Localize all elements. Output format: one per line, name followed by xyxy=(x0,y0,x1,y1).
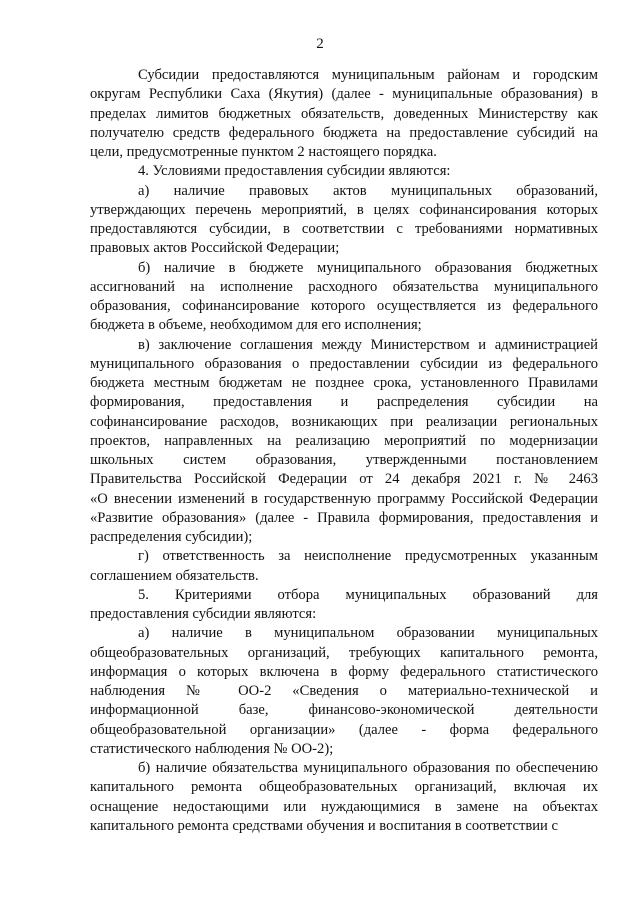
paragraph-p-5a xyxy=(90,624,598,759)
text-line: г) ответственность за неисполнение предусмотренных указанным xyxy=(138,548,598,565)
text-line: наблюдения № ОО-2 «Сведения о материально-технической и xyxy=(90,683,598,699)
text-line: соглашением обязательств. xyxy=(90,567,259,584)
text-line: статистического наблюдения № ОО-2); xyxy=(90,740,334,757)
text-line: пределах лимитов бюджетных обязательств, доведенных Министерству как xyxy=(90,105,598,122)
text-line: получателю средств федерального бюджета на предоставление субсидий на xyxy=(90,124,598,141)
text-line: школьных систем образования, утвержденными постановлением xyxy=(90,452,598,468)
text-line: цели, предусмотренные пунктом 2 настоящего порядка. xyxy=(90,144,437,160)
text-line: а) наличие правовых актов муниципальных образований, xyxy=(138,182,598,199)
paragraph-p-4b xyxy=(90,259,598,336)
paragraph-p-5 xyxy=(90,586,598,625)
text-line: правовых актов Российской Федерации; xyxy=(90,240,340,257)
text-line: бюджета в объеме, необходимом для его исполнения; xyxy=(90,317,422,334)
text-line: информация о которых включена в форму федерального статистического xyxy=(90,663,598,680)
text-line: предоставляются субсидии, в соответствии с требованиями нормативных xyxy=(90,221,598,237)
text-line: предоставления субсидии являются: xyxy=(90,606,317,622)
text-line: «О внесении изменений в государственную программу Российской Федерации xyxy=(90,490,598,507)
text-line: информационной базе, финансово-экономической деятельности xyxy=(90,702,598,719)
paragraph-p-subsidies xyxy=(90,66,598,162)
text-line: ассигнований на исполнение расходного обязательства муниципального xyxy=(90,278,598,295)
text-line: в) заключение соглашения между Министерством и администрацией xyxy=(138,336,598,353)
text-line: капитального ремонта общеобразовательных организаций, включая их xyxy=(90,779,598,796)
text-line: софинансирование расходов, возникающих при реализации региональных xyxy=(90,413,598,430)
text-line: капитального ремонта средствами обучения и воспитания в соответствии с xyxy=(90,817,558,834)
text-line: проектов, направленных на реализацию мероприятий по модернизации xyxy=(90,432,598,449)
text-line: б) наличие обязательства муниципального образования по обеспечению xyxy=(138,760,598,776)
text-line: утверждающих перечень мероприятий, в целях софинансирования которых xyxy=(90,201,598,218)
paragraph-p-4g xyxy=(90,547,598,586)
text-line: общеобразовательных организаций, требующих капитального ремонта, xyxy=(90,644,598,661)
text-line: б) наличие в бюджете муниципального образования бюджетных xyxy=(138,259,598,276)
paragraph-p-5b xyxy=(90,759,598,836)
text-line: бюджета местным бюджетам не позднее срока, установленного Правилами xyxy=(90,375,598,391)
text-line: 4. Условиями предоставления субсидии являются: xyxy=(138,163,451,180)
text-line: 5. Критериями отбора муниципальных образований для xyxy=(138,586,598,603)
document-body xyxy=(90,66,598,836)
text-line: Правительства Российской Федерации от 24 декабря 2021 г. № 2463 xyxy=(90,471,598,488)
text-line: муниципального образования о предоставлении субсидии из федерального xyxy=(90,355,598,372)
text-line: округам Республики Саха (Якутия) (далее - муниципальные образования) в xyxy=(90,86,598,103)
paragraph-p-4v xyxy=(90,336,598,548)
paragraph-p-4 xyxy=(90,162,598,181)
text-line: общеобразовательной организации» (далее - форма федерального xyxy=(90,721,598,738)
text-line: распределения субсидии); xyxy=(90,529,253,545)
paragraph-p-4a xyxy=(90,182,598,259)
text-line: формирования, предоставления и распределения субсидии на xyxy=(90,394,598,411)
page-number: 2 xyxy=(316,36,324,52)
text-line: «Развитие образования» (далее - Правила формирования, предоставления и xyxy=(90,509,598,526)
text-line: а) наличие в муниципальном образовании муниципальных xyxy=(138,625,598,642)
text-line: Субсидии предоставляются муниципальным районам и городским xyxy=(138,67,598,83)
text-line: оснащение недостающими или нуждающимися в замене на объектах xyxy=(90,798,598,815)
text-line: образования, софинансирование которого осуществляется из федерального xyxy=(90,298,598,314)
